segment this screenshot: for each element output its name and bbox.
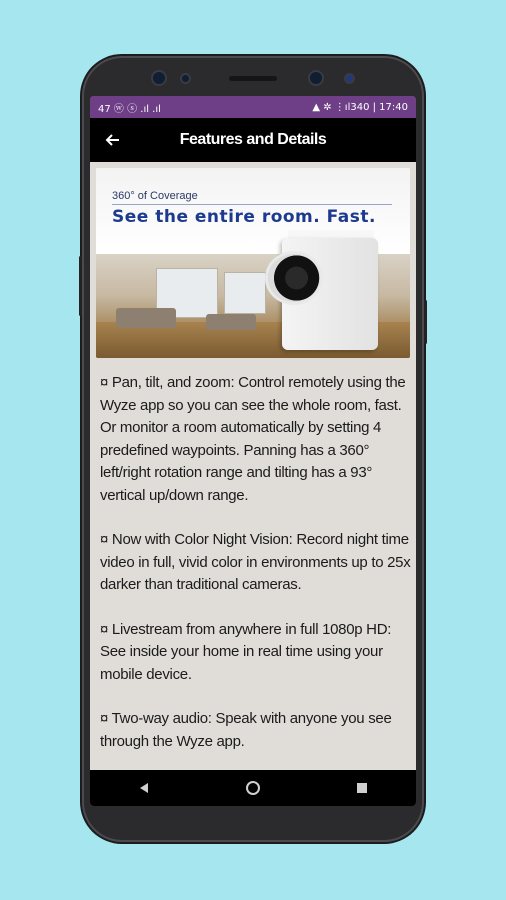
volume-button bbox=[424, 300, 427, 344]
nav-recents-button[interactable] bbox=[342, 773, 382, 803]
screen bbox=[90, 96, 416, 806]
camera-lens-icon bbox=[268, 254, 320, 302]
features-text bbox=[100, 372, 412, 770]
sensor-icon bbox=[182, 75, 189, 82]
app-bar bbox=[90, 118, 416, 162]
nav-back-icon bbox=[138, 782, 150, 794]
nav-home-icon bbox=[245, 780, 261, 796]
room-sofa bbox=[116, 308, 176, 328]
status-bar bbox=[90, 96, 416, 118]
iris-camera-icon bbox=[310, 72, 322, 84]
page-title: Features and Details bbox=[179, 131, 327, 148]
room-window bbox=[224, 272, 266, 314]
room-sofa bbox=[206, 314, 256, 330]
content-scroll[interactable] bbox=[90, 162, 416, 770]
earpiece-speaker bbox=[229, 76, 277, 81]
hero-headline: See the entire room. Fast. bbox=[112, 207, 376, 227]
feature-paragraph: ¤ Pan, tilt, and zoom: Control remotely using the Wyze app so you can see the whole room, fast. Or monitor a room automatically by setting 4 predefined waypoints. Panning has a 360° left/right rotation range and tilting has a 93° vertical up/down range. bbox=[100, 374, 406, 504]
system-nav-bar bbox=[90, 770, 416, 806]
power-button bbox=[79, 256, 82, 316]
feature-paragraph: ¤ Now with Color Night Vision: Record night time video in full, vivid color in environments up to 25x darker than traditional cameras. bbox=[100, 531, 411, 593]
nav-recents-icon bbox=[356, 782, 368, 794]
hero-divider bbox=[112, 204, 392, 205]
nav-home-button[interactable] bbox=[233, 773, 273, 803]
top-bezel bbox=[82, 56, 424, 98]
feature-paragraph: ¤ Livestream from anywhere in full 1080p HD: See inside your home in real time using your mobile device. bbox=[100, 620, 392, 683]
front-camera-icon bbox=[153, 72, 165, 84]
nav-back-button[interactable] bbox=[124, 773, 164, 803]
back-button[interactable] bbox=[90, 118, 134, 162]
proximity-sensor-icon bbox=[346, 75, 353, 82]
arrow-left-icon bbox=[104, 132, 120, 148]
hero-image bbox=[96, 168, 410, 358]
status-left-icons: 47 ⓦ ⓢ .ıl .ıl bbox=[98, 103, 161, 115]
feature-paragraph: ¤ Two-way audio: Speak with anyone you see through the Wyze app. bbox=[100, 710, 392, 750]
hero-small-label: 360° of Coverage bbox=[112, 190, 198, 202]
status-right-info: ▲ ✲ ⋮ıl340 | 17:40 bbox=[312, 101, 408, 113]
phone-frame bbox=[82, 56, 424, 842]
